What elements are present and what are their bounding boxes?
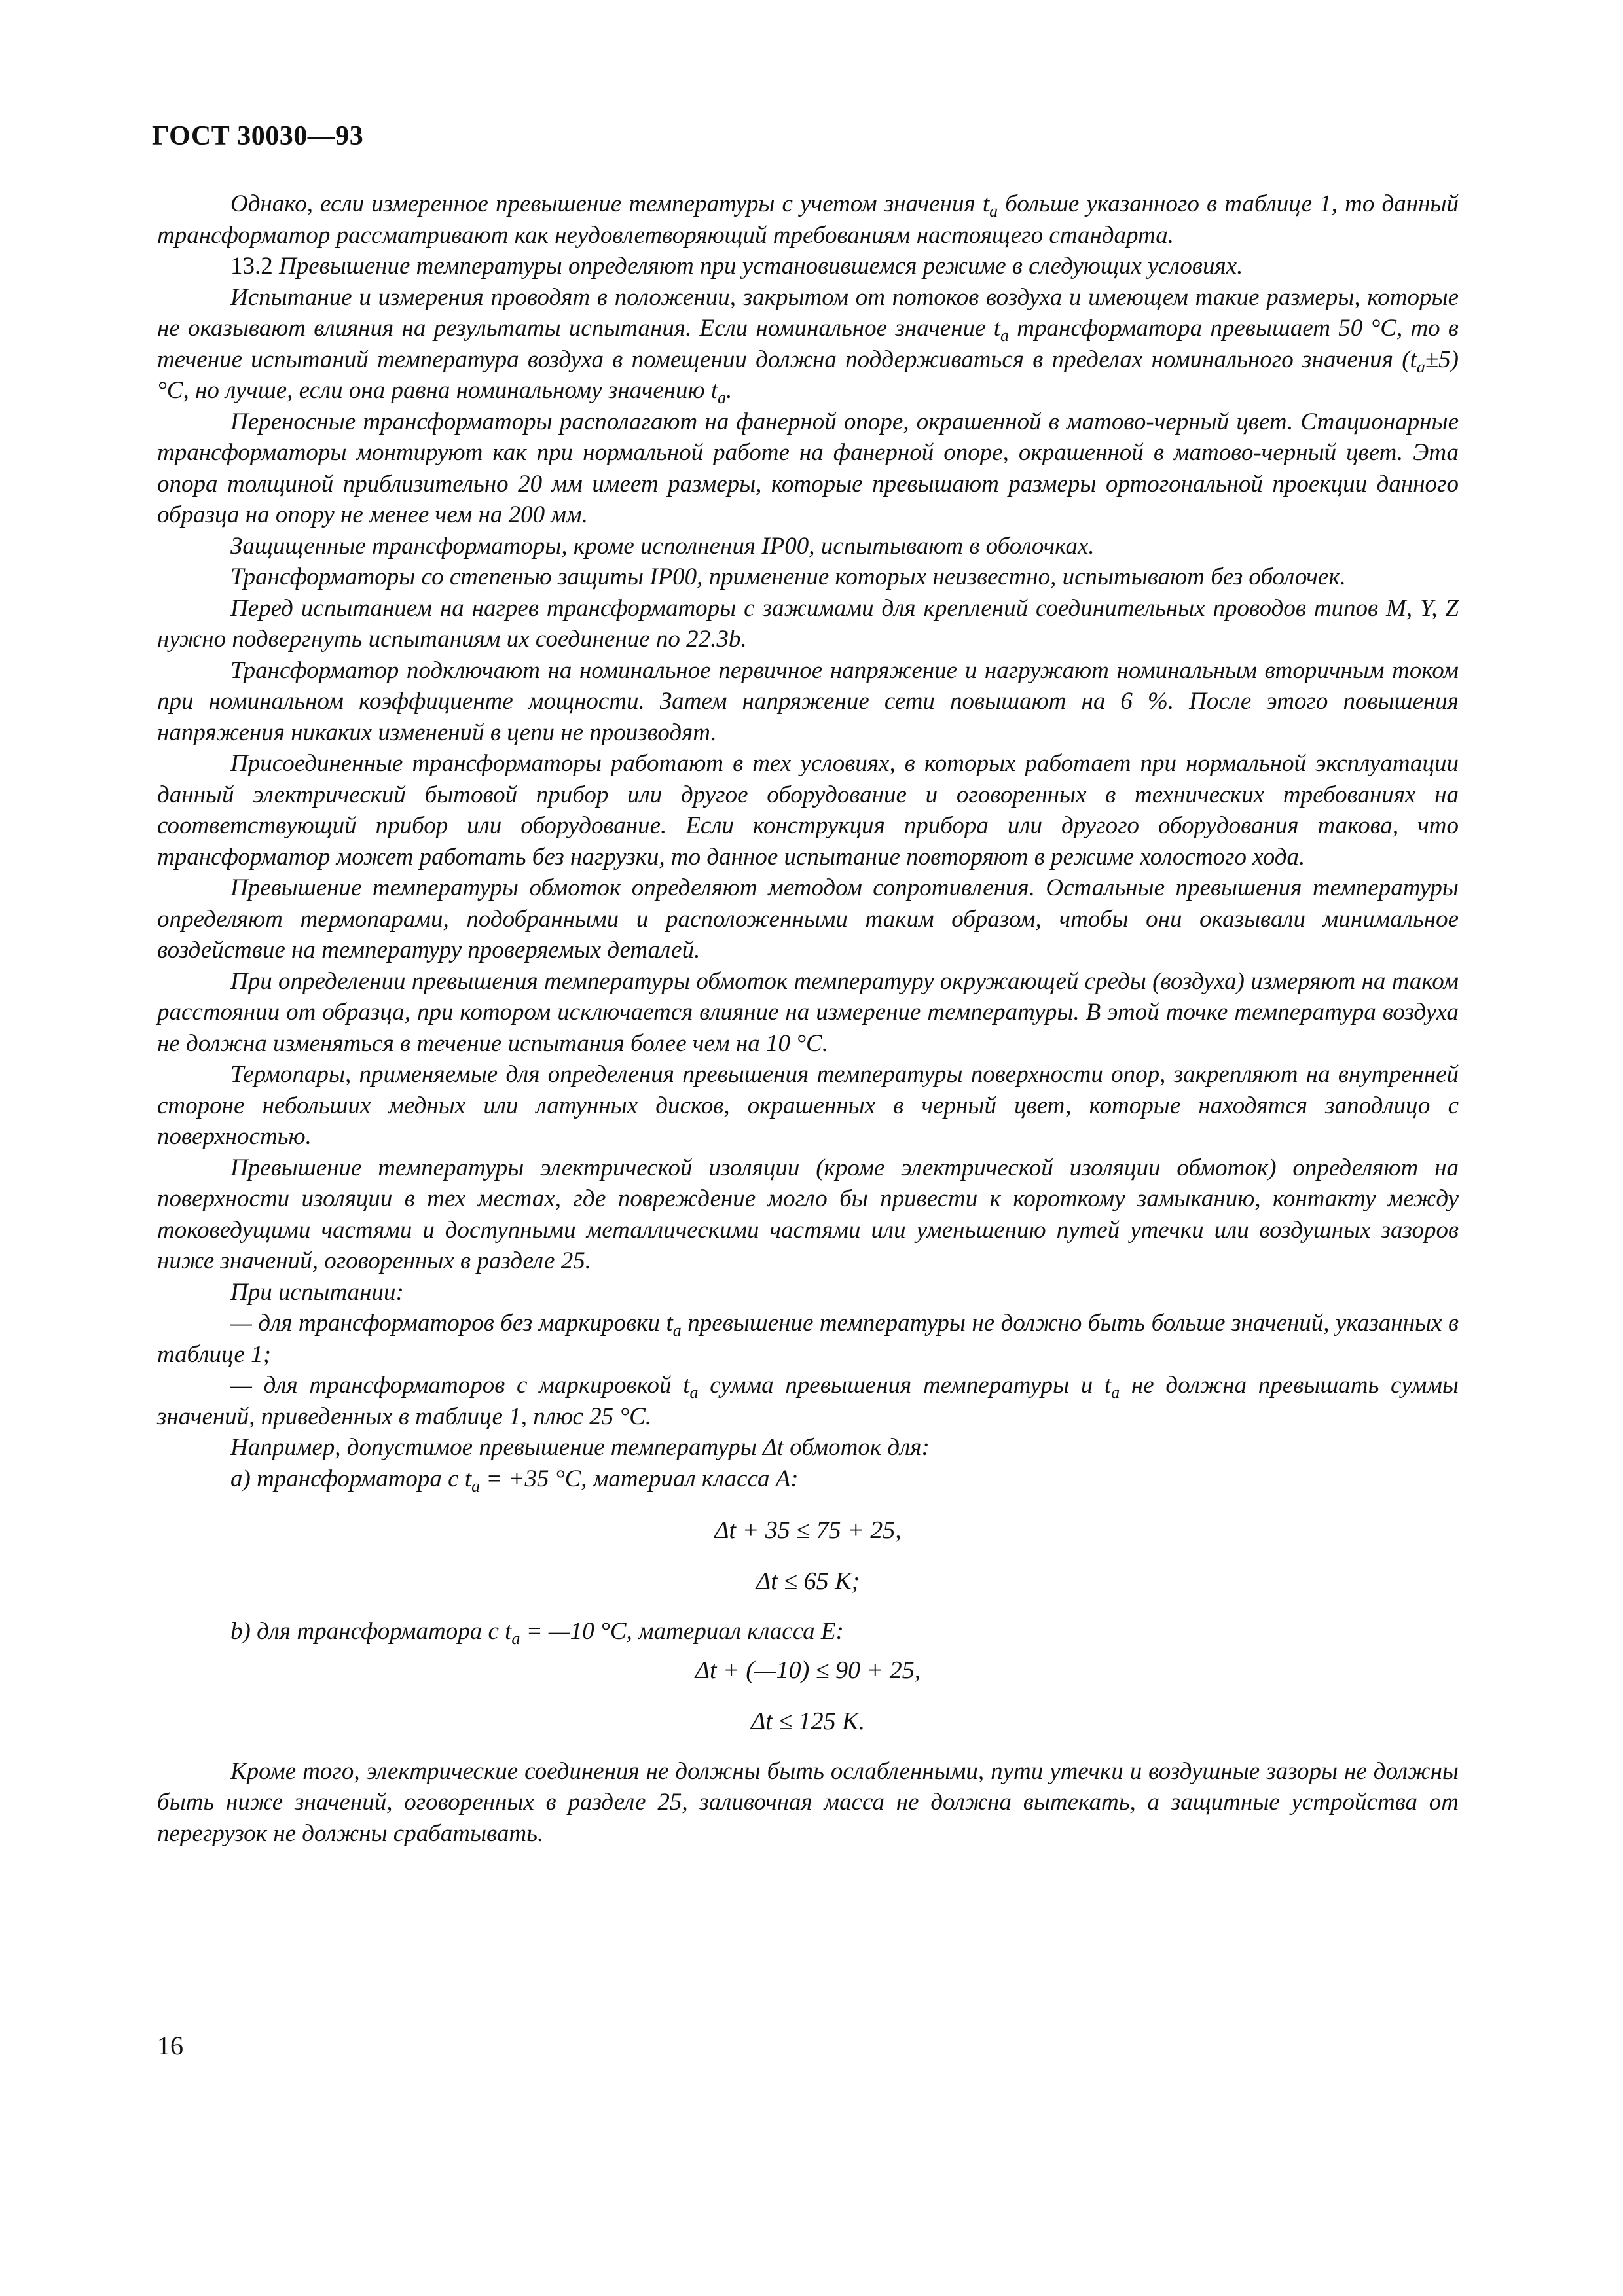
formula: Δt + 35 ≤ 75 + 25, [714,1516,902,1544]
paragraph: Кроме того, электрические соединения не должны быть ослабленными, пути утечки и воздушные зазоры не должны быть ниже значений, оговоренных в разделе 25, заливочная масса не должна вытекать, а защитные устройства от перегрузок не должны срабатывать. [157,1757,1459,1847]
paragraph: Присоединенные трансформаторы работают в тех условиях, в которых работает при нормальной эксплуатации данный электрический бытовой прибор или другое оборудование и оговоренных в технических требованиях на соответствующий прибор или оборудование. Если конструкция прибора или другого оборудования такова, что трансформатор может работать без нагрузки, то данное испытание повторяют в режиме холостого хода. [157,750,1459,870]
document-body [157,188,1459,1849]
paragraph: Превышение температуры электрической изоляции (кроме электрической изоляции обмоток) определяют на поверхности изоляции в тех местах, где повреждение могло бы привести к короткому замыканию, контакту между токоведущими частями и доступными металлическими частями или уменьшению путей утечки или воздушных зазоров ниже значений, оговоренных в разделе 25. [157,1154,1459,1274]
paragraph: Термопары, применяемые для определения превышения температуры поверхности опор, закрепляют на внутренней стороне небольших медных или латунных дисков, окрашенных в черный цвет, которые находятся заподлицо с поверхностью. [157,1061,1459,1150]
paragraph: Однако, если измеренное превышение температуры с учетом значения $t_а$ больше указанного в таблице 1, то данный трансформатор рассматривают как неудовлетворяющий требованиям настоящего стандарта. [157,190,1459,249]
paragraph: Переносные трансформаторы располагают на фанерной опоре, окрашенной в матово-черный цвет. Стационарные трансформаторы монтируют как при нормальной работе на фанерной опоре, окрашенной в матово-черный цвет. Эта опора толщиной приблизительно 20 мм имеет размеры, которые превышают размеры ортогональной проекции данного образца на опору не менее чем на 200 мм. [157,408,1459,528]
paragraph: Превышение температуры обмоток определяют методом сопротивления. Остальные превышения температуры определяют термопарами, подобранными и расположенными таким образом, чтобы они оказывали минимальное воздействие на температуру проверяемых деталей. [157,874,1459,963]
document-id: ГОСТ 30030—93 [152,121,364,151]
paragraph: Испытание и измерения проводят в положении, закрытом от потоков воздуха и имеющем такие размеры, которые не оказывают влияния на результаты испытания. Если номинальное значение $t_а$ трансформатора превышает 50 °С, то в течение испытаний температура воздуха в помещении должна поддерживаться в пределах номинального значения $(t_а\pm 5)$ °С, но лучше, если она равна номинальному значению $t_а$. [157,283,1459,407]
section-number: 13.2 [230,253,273,279]
formula: Δt ≤ 125 K. [750,1707,866,1735]
list-item: — для трансформаторов без маркировки $t_а$ превышение температуры не должно быть больше значений, указанных в таблице 1; [157,1310,1459,1368]
paragraph: Трансформаторы со степенью защиты IP00, применение которых неизвестно, испытывают без оболочек. [230,564,1346,590]
paragraph: Защищенные трансформаторы, кроме исполнения IP00, испытывают в оболочках. [230,532,1095,560]
list-item: — для трансформаторов с маркировкой $t_а$ сумма превышения температуры и $t_а$ не должна превышать суммы значений, приведенных в таблице 1, плюс 25 °С. [157,1372,1459,1430]
page-number: 16 [157,2031,183,2060]
paragraph: Трансформатор подключают на номинальное первичное напряжение и нагружают номинальным вторичным током при номинальном коэффициенте мощности. Затем напряжение сети повышают на 6 %. После этого повышения напряжения никаких изменений в цепи не производят. [157,656,1459,746]
example-case-b: b) для трансформатора с $t_а$ = —10 °С, материал класса E: [230,1618,844,1648]
paragraph: При определении превышения температуры обмоток температуру окружающей среды (воздуха) измеряют на таком расстоянии от образца, при котором исключается влияние на измерение температуры. В этой точке температура воздуха не должна изменяться в течение испытания более чем на 10 °С. [157,967,1459,1057]
paragraph: При испытании: [230,1278,404,1306]
paragraph: Перед испытанием на нагрев трансформаторы с зажимами для креплений соединительных проводов типов М, Y, Z нужно подвергнуть испытаниям их соединение по 22.3b. [157,594,1459,653]
formula: Δt ≤ 65 K; [756,1568,860,1595]
formula: Δt + (—10) ≤ 90 + 25, [695,1656,921,1684]
example-case-a: а) трансформатора с $t_а = +35$ °С, материал класса А: [230,1465,799,1496]
paragraph: Например, допустимое превышение температуры Δt обмоток для: [230,1434,930,1461]
section-13-2: 13.2 Превышение температуры определяют при установившемся режиме в следующих условиях. [230,253,1243,279]
